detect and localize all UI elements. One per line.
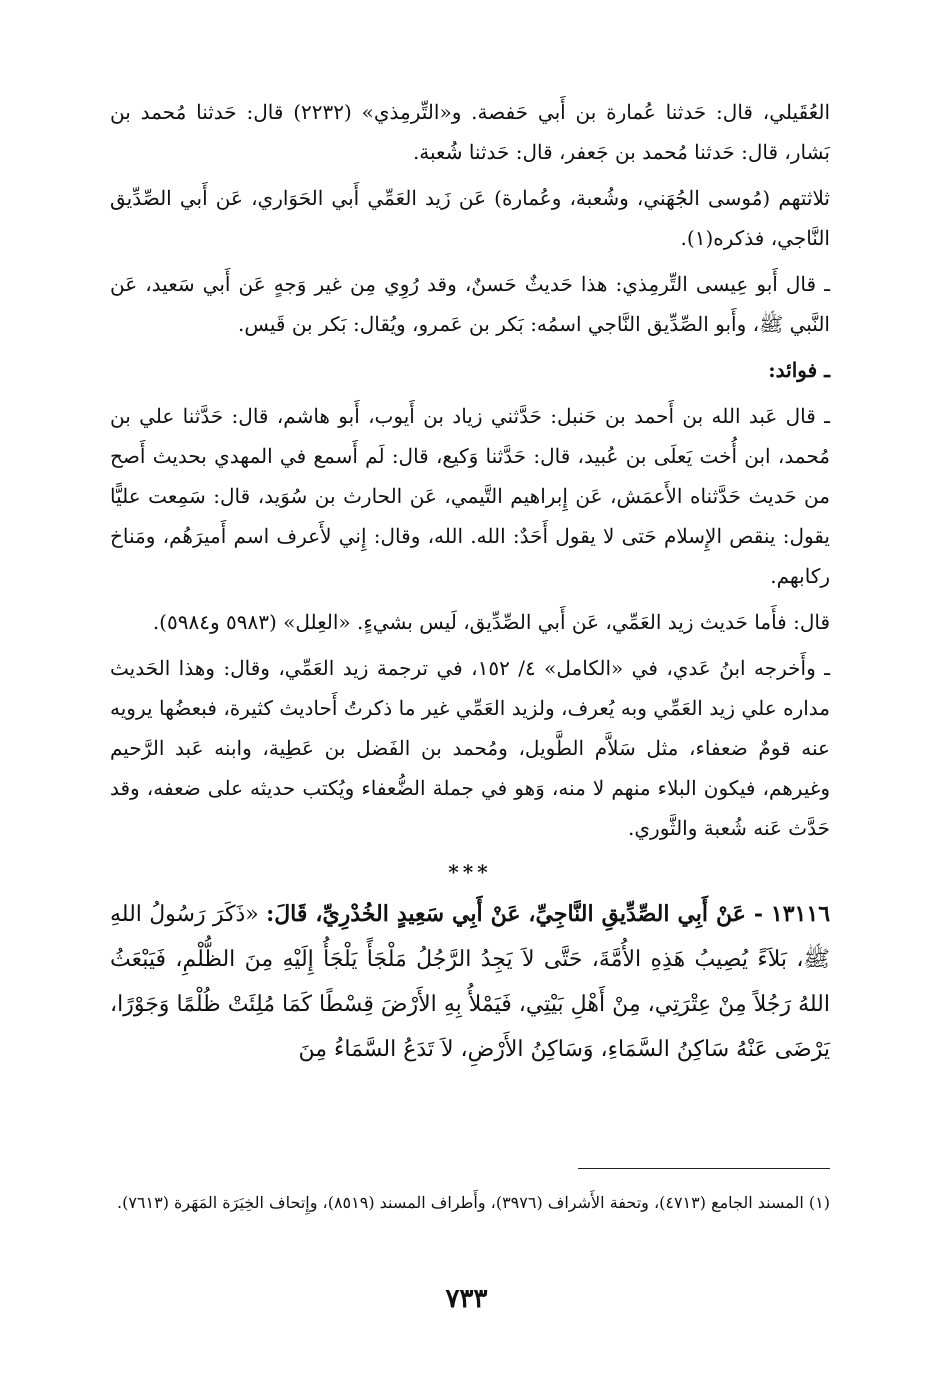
fawaid-paragraph-3: ـ وأَخرجه ابنُ عَدي، في «الكامل» ٤/ ١٥٢، في ترجمة زيد العَمِّي، وقال: وهذا الحَديث مداره علي زيد العَمِّي وبه يُعرف، ولزيد العَمِّي غير ما ذكرتُ أَحاديث كثيرة، فبعضُها يرويه عنه قومٌ ضعفاء، مثل سَلاَّم الطَّويل، ومُحمد بن الفَضل بن عَطِية، وابنه عَبد الرَّحيم وغيرهم، فيكون البلاء منهم لا منه، وَهو في جملة الضُّعفاء ويُكتب حديثه على ضعفه، وقد حَدَّث عَنه شُعبة والثَّوري.: [110, 656, 830, 840]
fawaid-paragraph-1: ـ قال عَبد الله بن أَحمد بن حَنبل: حَدَّثني زياد بن أَيوب، أَبو هاشم، قال: حَدَّثنا علي بن مُحمد، ابن أُخت يَعلَى بن عُبيد، قال: حَدَّثنا وَكيع، قال: لَم أَسمع في المهدي بحديث أَصح من حَديث حَدَّثناه الأَعمَش، عَن إِبراهيم التَّيمي، عَن الحارث بن سُوَيد، قال: سَمِعت عليًّا يقول: ينقص الإِسلام حَتى لا يقول أَحَدٌ: الله. الله، وقال: إِني لأَعرف اسم أَميرَهُم، ومَناخ ركابهم.: [110, 404, 830, 588]
fawaid-paragraph-2: قال: فأَما حَديث زيد العَمِّي، عَن أَبي الصِّدِّيق، لَيس بشيءٍ. «العِلل» (٥٩٨٣ و٥٩٨٤).: [152, 610, 830, 634]
paragraph-chain-1: العُقَيلي، قال: حَدثنا عُمارة بن أَبي حَفصة. و«التِّرمِذي» (٢٢٣٢) قال: حَدثنا مُحمد بن بَشار، قال: حَدثنا مُحمد بن جَعفر، قال: حَدثنا شُعبة.: [110, 100, 830, 164]
paragraph-chain-2: ثلاثتهم (مُوسى الجُهَني، وشُعبة، وعُمارة) عَن زَيد العَمِّي أَبي الحَوَاري، عَن أَبي الصِّدِّيق النَّاجي، فذكره(١).: [110, 186, 830, 250]
footnote-rule: [578, 1168, 830, 1169]
section-separator: ***: [448, 860, 492, 884]
hadith-block: [110, 892, 830, 1072]
page-number: ٧٣٣: [445, 1284, 488, 1314]
fawaid-heading: ـ فوائد:: [768, 358, 830, 382]
hadith-text: «ذَكَرَ رَسُولُ اللهِ ﷺ، بَلاَءً يُصِيبُ هَذِهِ الأُمَّةَ، حَتَّى لاَ يَجِدُ الرَّجُلُ مَلْجَأً يَلْجَأُ إِلَيْهِ مِنَ الظُّلْمِ، فَيَبْعَثُ اللهُ رَجُلاً مِنْ عِتْرَتِي، مِنْ أَهْلِ بَيْتِي، فَيَمْلأُ بِهِ الأَرْضَ قِسْطًا كَمَا مُلِئَتْ ظُلْمًا وَجَوْرًا، يَرْضَى عَنْهُ سَاكِنُ السَّمَاءِ، وَسَاكِنُ الأَرْضِ، لاَ تَدَعُ السَّمَاءُ مِنَ: [110, 902, 830, 1062]
footnote: (١) المسند الجامع (٤٧١٣)، وتحفة الأَشراف (٣٩٧٦)، وأَطراف المسند (٨٥١٩)، وإِتحاف الخِيَرَة المَهَرة (٧٦١٣).: [116, 1193, 830, 1212]
hadith-heading: ١٣١١٦ - عَنْ أَبِي الصِّدِّيقِ النَّاجِيِّ، عَنْ أَبِي سَعِيدٍ الخُدْرِيِّ، قَالَ:: [266, 901, 831, 927]
main-text: [110, 92, 830, 1078]
paragraph-tirmidhi-comment: ـ قال أَبو عِيسى التِّرمِذي: هذا حَديثٌ حَسنٌ، وقد رُوِي مِن غير وَجهٍ عَن أَبي سَعيد، عَن النَّبي ﷺ، وأَبو الصِّدِّيق النَّاجي اسمُه: بَكر بن عَمرو، ويُقال: بَكر بن قَيس.: [110, 272, 830, 336]
